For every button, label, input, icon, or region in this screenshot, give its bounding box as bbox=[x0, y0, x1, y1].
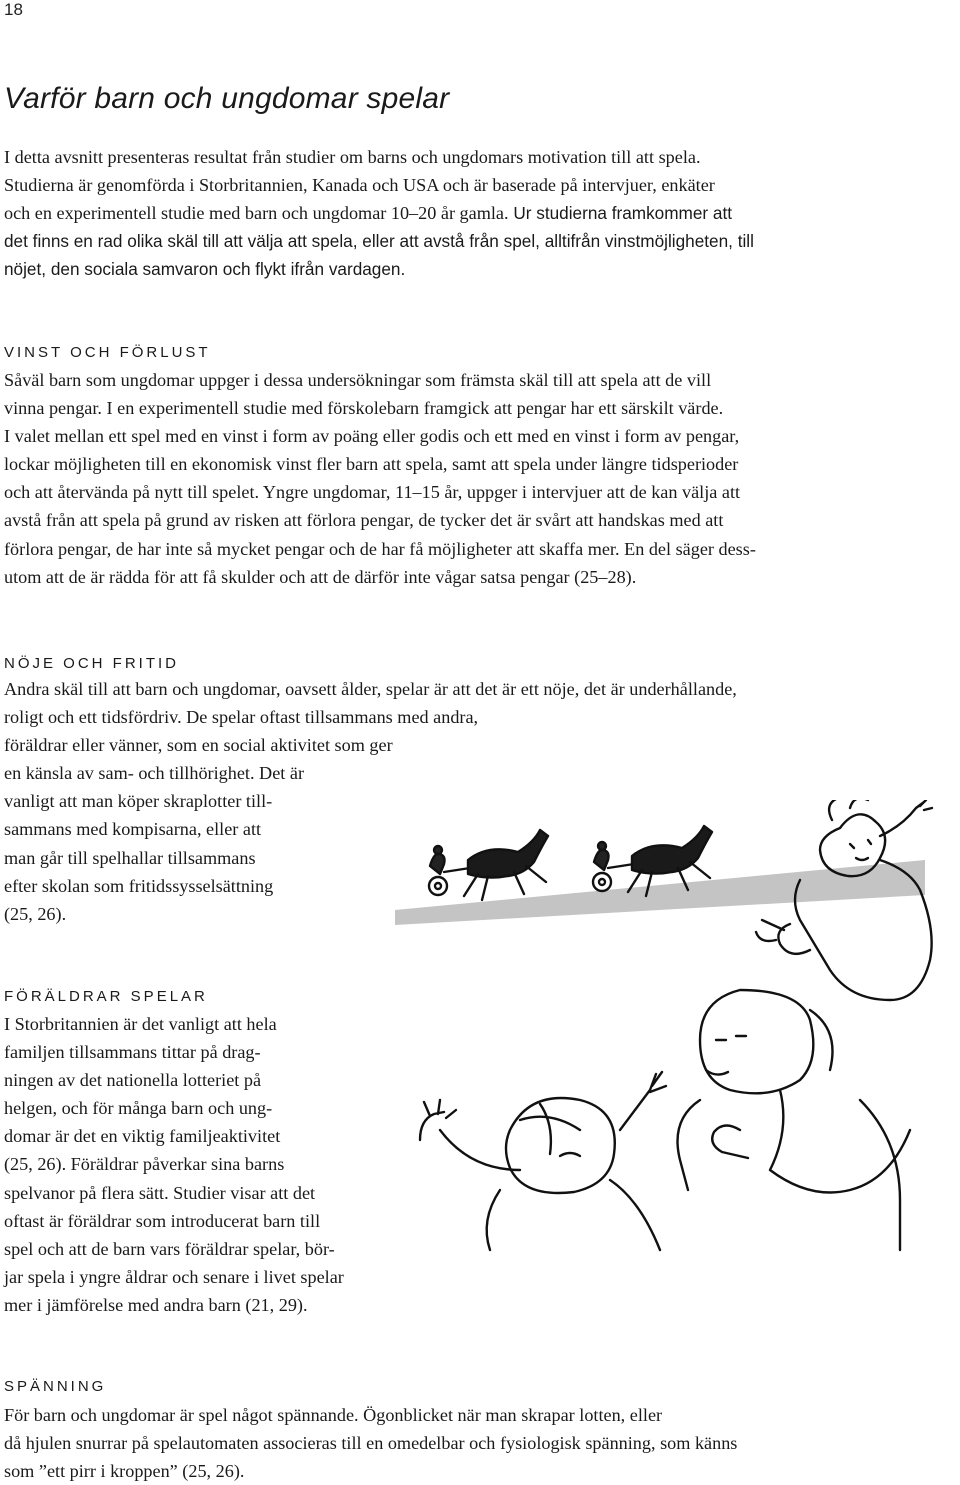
text-line: I Storbritannien är det vanligt att hela bbox=[4, 1014, 277, 1034]
text-line: då hjulen snurrar på spelautomaten associeras till en omedelbar och fysiologisk spänning, som känns bbox=[4, 1433, 738, 1454]
text-line: Andra skäl till att barn och ungdomar, oavsett ålder, spelar är att det är ett nöje, det är underhållande, bbox=[4, 679, 737, 699]
text-line: domar är det en viktig familjeaktivitet bbox=[4, 1126, 281, 1147]
text-line: I detta avsnitt presenteras resultat från studier om barns och ungdomars motivation till att spela. bbox=[4, 147, 701, 167]
text-span: Ur studierna framkommer att bbox=[508, 203, 733, 224]
text-line: sammans med kompisarna, eller att bbox=[4, 819, 262, 840]
text-line: mer i jämförelse med andra barn (21, 29). bbox=[4, 1294, 308, 1315]
text-span: och en experimentell studie med barn och ungdomar 10–20 år gamla. bbox=[4, 203, 509, 224]
page-title: Varför barn och ungdomar spelar bbox=[4, 82, 450, 115]
text-line: det finns en rad olika skäl till att välja att spela, eller att avstå från spel, alltifrån vinstmöjligheten, till bbox=[4, 231, 754, 252]
section-heading-vinst: VINST OCH FÖRLUST bbox=[4, 344, 211, 361]
section-paragraph-foraldrar bbox=[4, 1010, 384, 1319]
section-heading-foraldrar: FÖRÄLDRAR SPELAR bbox=[4, 988, 208, 1005]
text-line: efter skolan som fritidssysselsättning bbox=[4, 875, 274, 896]
page-number: 18 bbox=[4, 0, 23, 19]
text-line bbox=[4, 199, 864, 227]
text-line: spel och att de barn vars föräldrar spelar, bör- bbox=[4, 1238, 335, 1259]
text-line: föräldrar eller vänner, som en social aktivitet som ger bbox=[4, 735, 393, 756]
intro-paragraph bbox=[4, 143, 864, 283]
text-line: helgen, och för många barn och ung- bbox=[4, 1098, 273, 1119]
harness-horse-left-icon bbox=[429, 830, 548, 900]
text-line: jar spela i yngre åldrar och senare i livet spelar bbox=[4, 1266, 344, 1287]
text-line: (25, 26). Föräldrar påverkar sina barns bbox=[4, 1154, 285, 1175]
text-line: roligt och ett tidsfördriv. De spelar oftast tillsammans med andra, bbox=[4, 707, 479, 728]
family-watching-race-illustration bbox=[380, 800, 940, 1260]
text-line: spelvanor på flera sätt. Studier visar att det bbox=[4, 1182, 316, 1203]
text-line: (25, 26). bbox=[4, 903, 67, 924]
text-line: lockar möjligheten till en ekonomisk vinst fler barn att spela, samt att spela under längre tidsperioder bbox=[4, 454, 739, 475]
text-line: Studierna är genomförda i Storbritannien, Kanada och USA och är baserade på intervjuer, enkäter bbox=[4, 175, 715, 196]
text-line: nöjet, den sociala samvaron och flykt ifrån vardagen. bbox=[4, 259, 406, 280]
section-heading-noje: NÖJE OCH FRITID bbox=[4, 655, 179, 672]
text-line: avstå från att spela på grund av risken att förlora pengar, de tycker det är svårt att handskas med att bbox=[4, 510, 724, 531]
boy-in-cap bbox=[420, 1072, 666, 1250]
text-line: och att återvända på nytt till spelet. Yngre ungdomar, 11–15 år, uppger i intervjuer att de kan välja att bbox=[4, 482, 741, 503]
text-line: man går till spelhallar tillsammans bbox=[4, 847, 256, 868]
section-heading-spanning: SPÄNNING bbox=[4, 1378, 107, 1395]
text-line: en känsla av sam- och tillhörighet. Det är bbox=[4, 763, 304, 784]
text-line: vinna pengar. I en experimentell studie med förskolebarn framgick att pengar har ett särskilt värde. bbox=[4, 398, 724, 419]
text-line: familjen tillsammans tittar på drag- bbox=[4, 1042, 261, 1063]
section-paragraph-spanning bbox=[4, 1401, 864, 1485]
text-line: som ”ett pirr i kroppen” (25, 26). bbox=[4, 1461, 245, 1482]
text-line: I valet mellan ett spel med en vinst i form av poäng eller godis och ett med en vinst i form av pengar, bbox=[4, 426, 740, 447]
text-line: För barn och ungdomar är spel något spännande. Ögonblicket när man skrapar lotten, eller bbox=[4, 1405, 663, 1425]
text-line: vanligt att man köper skraplotter till- bbox=[4, 791, 273, 812]
section-paragraph-vinst bbox=[4, 366, 864, 591]
text-line: Såväl barn som ungdomar uppger i dessa undersökningar som främsta skäl till att spela att de vill bbox=[4, 370, 712, 390]
text-line: oftast är föräldrar som introducerat barn till bbox=[4, 1210, 321, 1231]
man-head bbox=[678, 990, 911, 1250]
text-line: förlora pengar, de har inte så mycket pengar och de har få möjligheter att skaffa mer. En del säger dess- bbox=[4, 538, 756, 559]
text-line: utom att de är rädda för att få skulder och att de därför inte vågar satsa pengar (25–28). bbox=[4, 566, 637, 587]
text-line: ningen av det nationella lotteriet på bbox=[4, 1070, 262, 1091]
